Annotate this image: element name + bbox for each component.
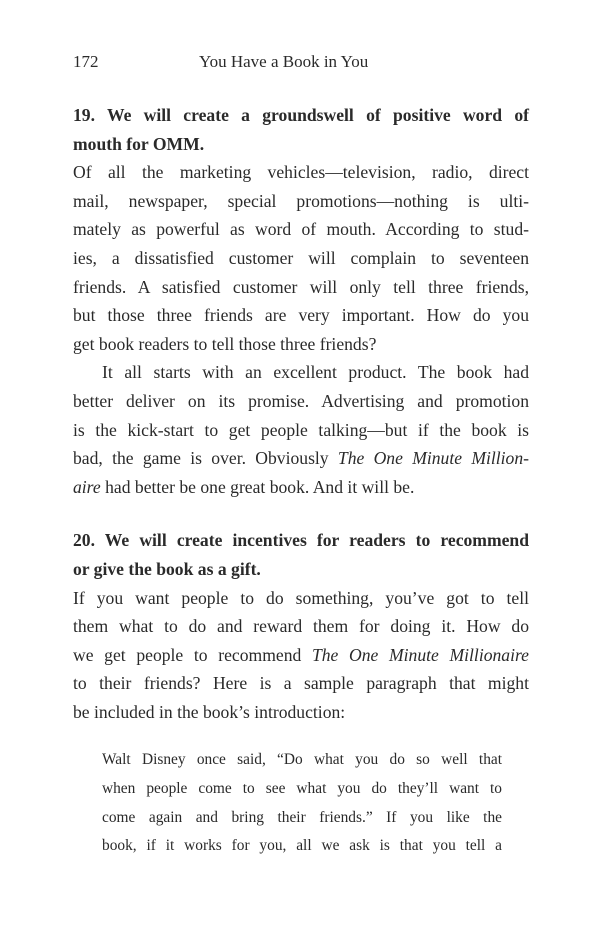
block-quote <box>73 746 502 860</box>
book-title-italic: The One Minute Million- <box>337 448 529 469</box>
running-header <box>73 52 529 74</box>
quote-line: book, if it works for you, all we ask is that you tell a <box>102 837 502 855</box>
text-line: If you want people to do something, you’ve got to tell <box>73 587 529 608</box>
page-number: 172 <box>73 52 99 71</box>
heading-line: 19. We will create a groundswell of positive word of <box>73 105 529 125</box>
text-line: but those three friends are very important. How do you <box>73 305 529 326</box>
heading-line: 20. We will create incentives for readers to recommend <box>73 530 529 551</box>
heading-line: or give the book as a gift. <box>73 558 261 579</box>
section-19-paragraph-1 <box>73 158 529 358</box>
text-line: mail, newspaper, special promotions—nothing is ulti- <box>73 190 529 211</box>
section-spacer <box>73 501 529 526</box>
quote-line: come again and bring their friends.” If you like the <box>102 808 502 826</box>
text-line: them what to do and reward them for doing it. How do <box>73 616 529 637</box>
text-line <box>73 473 529 502</box>
book-title-italic: The One Minute Millionaire <box>311 644 529 665</box>
quote-line: Walt Disney once said, “Do what you do so well that <box>102 751 502 769</box>
text-line: ies, a dissatisfied customer will complain to seventeen <box>73 247 529 268</box>
text-line: is the kick-start to get people talking—but if the book is <box>73 419 529 440</box>
text-fragment: we get people to recommend <box>73 644 312 665</box>
running-title: You Have a Book in You <box>199 52 369 71</box>
text-line: get book readers to tell those three friends? <box>73 333 377 354</box>
text-line: better deliver on its promise. Advertising and promotion <box>73 390 529 411</box>
text-fragment: bad, the game is over. Obviously <box>73 448 338 469</box>
text-line: be included in the book’s introduction: <box>73 701 346 722</box>
text-line: mately as powerful as word of mouth. According to stud- <box>73 219 529 240</box>
text-line: Of all the marketing vehicles—television, radio, direct <box>73 162 529 183</box>
section-heading-20 <box>73 526 529 583</box>
text-line: It all starts with an excellent product. The book had <box>102 362 529 383</box>
page-body <box>73 101 529 861</box>
heading-line: mouth for OMM. <box>73 133 205 154</box>
quote-line: when people come to see what you do they’ll want to <box>102 780 502 798</box>
text-line <box>73 444 529 473</box>
section-heading-19 <box>73 101 529 158</box>
section-20-paragraph <box>73 584 529 727</box>
text-fragment: had better be one great book. And it will be. <box>100 476 415 497</box>
text-line: to their friends? Here is a sample paragraph that might <box>73 673 529 694</box>
text-line: friends. A satisfied customer will only tell three friends, <box>73 276 529 297</box>
section-19-paragraph-2 <box>73 358 529 501</box>
text-line <box>73 641 529 670</box>
book-title-italic: aire <box>73 476 101 497</box>
